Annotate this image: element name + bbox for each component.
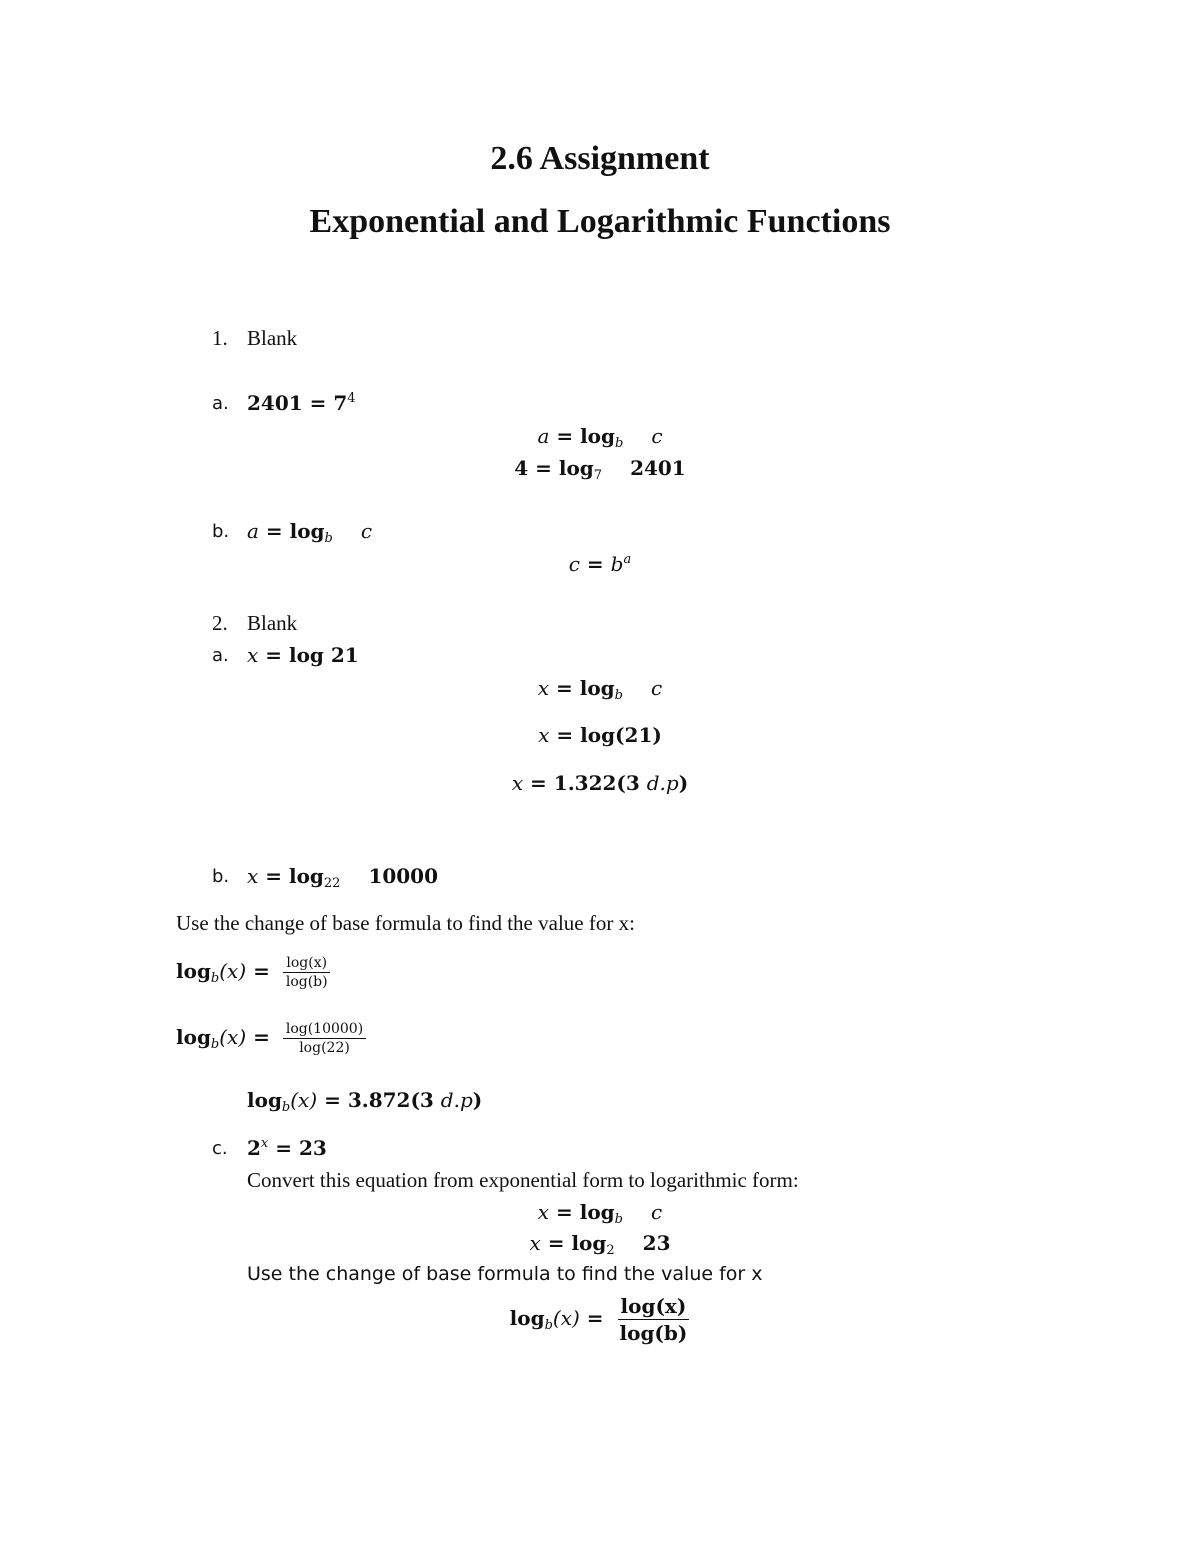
q2b-x: x [247, 864, 259, 888]
q2c-formula [0, 1294, 1200, 1345]
q2b-formula1-log: log [176, 959, 211, 983]
q2c-step1-arg: c [651, 1200, 663, 1224]
q2b-formula3-log: log [247, 1088, 282, 1112]
q2a-step3 [0, 771, 1200, 795]
q1b-result-b: b [610, 552, 624, 576]
q2b-formula1-denominator: log(b) [285, 974, 328, 990]
q2b-base: 22 [323, 876, 341, 891]
q2b-formula3 [247, 1088, 482, 1115]
q2c-step1 [0, 1200, 1200, 1227]
q1a-step1-arg: c [651, 424, 663, 448]
q2a-x: x [247, 643, 259, 667]
q2a-equation [247, 643, 359, 667]
q2a-step3-close: ) [678, 771, 689, 795]
q2b-formula1-base: b [210, 971, 220, 986]
q2b-formula2-base: b [210, 1037, 220, 1052]
q2c-base: 2 [247, 1136, 261, 1160]
q1a-equation [247, 391, 356, 415]
q2c-formula-arg: (x) [552, 1306, 580, 1330]
q2b-formula2-fraction [283, 1021, 366, 1056]
q2a-step1 [0, 676, 1200, 703]
q2c-rhs: = 23 [268, 1136, 327, 1160]
q2c-formula-log: log [509, 1306, 545, 1330]
q2b-formula1-fraction [283, 955, 331, 990]
q2c-step2-log: = log [540, 1231, 607, 1255]
q1b-label: b. [212, 521, 230, 542]
page-title: 2.6 Assignment [490, 140, 710, 177]
q2b-log: = log [258, 864, 324, 888]
q1b-log: = log [258, 519, 325, 543]
q2a-step1-base: b [614, 688, 623, 703]
q2c-change-instruction: Use the change of base formula to find the value for x [247, 1263, 763, 1285]
q2a-label: a. [212, 645, 229, 666]
q2b-formula3-arg: (x) [290, 1088, 318, 1112]
q1a-step2-arg: 2401 [630, 456, 686, 480]
q2c-formula-numerator: log(x) [618, 1294, 690, 1320]
q1-label: Blank [247, 326, 298, 350]
q1-number: 1. [212, 326, 228, 350]
q2a-step1-arg: c [651, 676, 663, 700]
q2c-step1-x: x [537, 1200, 550, 1224]
q2c-label: c. [212, 1138, 228, 1159]
q1a-step2-base: 7 [593, 468, 603, 483]
q1b-result-c: c [568, 552, 580, 576]
q1a-step1-base: b [615, 436, 624, 451]
q2b-instruction: Use the change of base formula to find the value for x: [176, 911, 635, 935]
q2c-step2-x: x [529, 1231, 541, 1255]
q1b-equation [247, 519, 372, 546]
q2b-formula2-numerator: log(10000) [283, 1021, 366, 1039]
q2a-step2-rhs: = log(21) [549, 723, 662, 747]
q2b-equation [247, 864, 438, 891]
q1a-step1-log: = log [549, 424, 615, 448]
q2c-equation [247, 1136, 327, 1160]
q1a-label: a. [212, 393, 229, 414]
q2b-formula3-dp: d.p [440, 1088, 473, 1112]
q2b-formula1-arg: (x) [219, 959, 247, 983]
q2c-formula-denominator: log(b) [619, 1321, 688, 1345]
q2c-formula-eq: = [579, 1306, 604, 1330]
q2a-rhs: = log 21 [258, 643, 359, 667]
q1a-step1 [0, 424, 1200, 451]
q2a-step3-value: = 1.322(3 [523, 771, 647, 795]
q2b-formula3-value: = 3.872(3 [317, 1088, 441, 1112]
q2c-exponent: x [260, 1136, 269, 1151]
q2b-formula1-numerator: log(x) [283, 955, 330, 973]
q2b-formula1 [176, 955, 331, 990]
q2b-arg: 10000 [368, 864, 439, 888]
q2c-step1-log: = log [549, 1200, 615, 1224]
q2b-formula2-arg: (x) [219, 1025, 247, 1049]
q1a-equation-base: 2401 = 7 [247, 391, 348, 415]
q2a-step1-x: x [537, 676, 550, 700]
q1a-step2 [0, 456, 1200, 483]
q2c-step2 [0, 1231, 1200, 1258]
q2-number: 2. [212, 611, 228, 635]
q1b-result [0, 552, 1200, 576]
q2c-instruction: Convert this equation from exponential form to logarithmic form: [247, 1168, 799, 1192]
q1a-equation-exponent: 4 [347, 391, 356, 406]
q2b-formula2 [176, 1021, 366, 1056]
q2c-step2-arg: 23 [642, 1231, 671, 1255]
q2c-step2-base: 2 [606, 1243, 615, 1258]
q2a-step2 [0, 723, 1200, 747]
q1b-base: b [324, 531, 333, 546]
q1b-result-exponent: a [623, 552, 632, 567]
q2a-step3-dp: d.p [646, 771, 679, 795]
q2a-step1-log: = log [549, 676, 615, 700]
q2c-formula-base: b [544, 1318, 553, 1333]
q2a-step3-x: x [511, 771, 524, 795]
q2b-formula2-eq: = [246, 1025, 270, 1049]
q2b-formula1-eq: = [246, 959, 270, 983]
q2b-formula3-base: b [281, 1100, 291, 1115]
q1b-arg: c [360, 519, 373, 543]
q2c-step1-base: b [614, 1212, 623, 1227]
q1a-step2-lhs: 4 = log [514, 456, 594, 480]
q1a-step1-lhs: a [537, 424, 550, 448]
q2a-step2-x: x [538, 723, 550, 747]
q1b-result-eq: = [579, 552, 611, 576]
q2c-formula-fraction [617, 1294, 691, 1345]
q2b-formula2-log: log [176, 1025, 211, 1049]
q2b-label: b. [212, 866, 230, 887]
q2b-formula3-close: ) [472, 1088, 483, 1112]
q1b-lhs: a [247, 519, 259, 543]
page-subtitle: Exponential and Logarithmic Functions [309, 203, 891, 240]
q2b-formula2-denominator: log(22) [299, 1040, 350, 1056]
q2-label: Blank [247, 611, 298, 635]
